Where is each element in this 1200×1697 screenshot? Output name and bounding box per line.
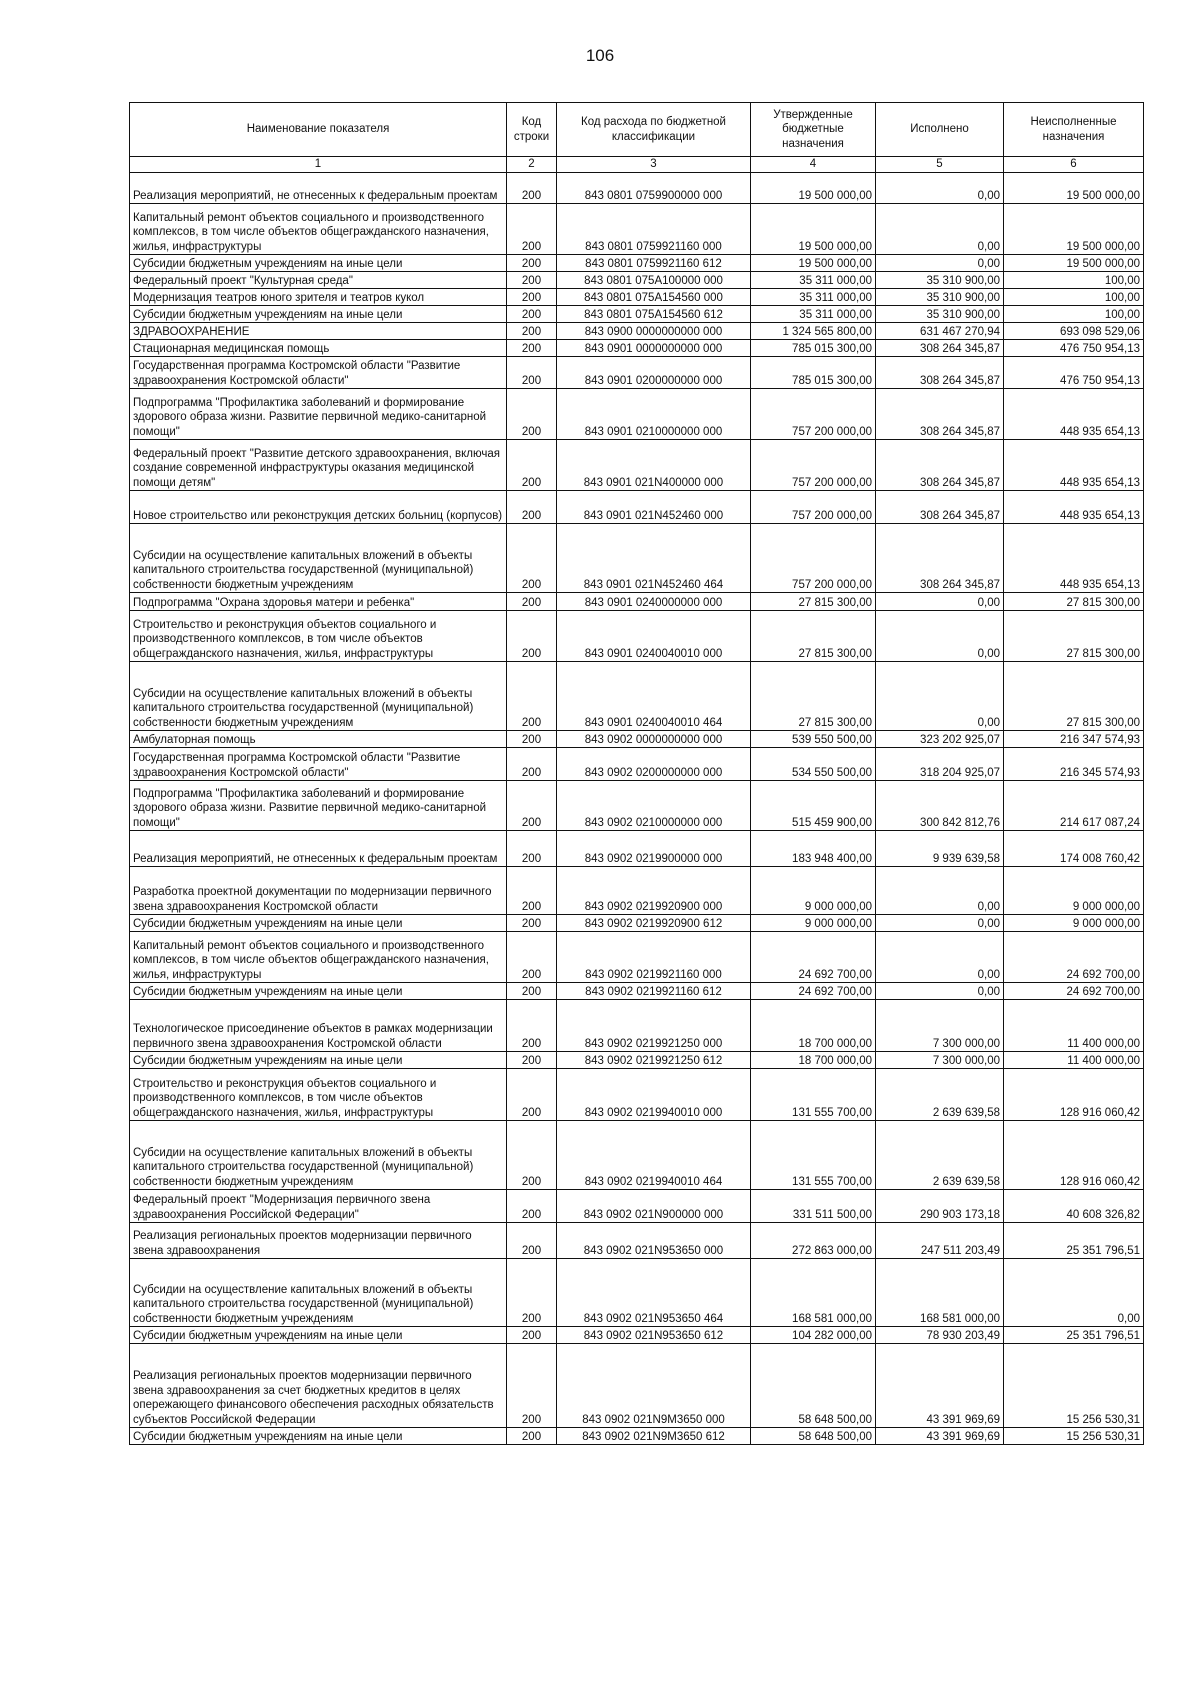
row-budget-code-cell: 843 0902 021N953650 612 (557, 1327, 751, 1344)
row-approved-cell: 18 700 000,00 (751, 1000, 876, 1052)
row-executed-cell: 290 903 173,18 (876, 1190, 1004, 1223)
table-row (130, 524, 1144, 593)
row-line-code-cell: 200 (507, 662, 557, 731)
row-unexecuted-cell: 128 916 060,42 (1004, 1121, 1144, 1190)
row-budget-code-cell: 843 0901 0000000000 000 (557, 340, 751, 357)
row-executed-cell: 35 310 900,00 (876, 306, 1004, 323)
table-row (130, 491, 1144, 524)
table-row (130, 983, 1144, 1000)
row-line-code-cell: 200 (507, 915, 557, 932)
header-executed: Исполнено (876, 103, 1004, 157)
row-line-code-cell: 200 (507, 357, 557, 389)
row-unexecuted-cell: 24 692 700,00 (1004, 932, 1144, 983)
row-budget-code-cell: 843 0801 075A154560 612 (557, 306, 751, 323)
column-number: 3 (557, 157, 751, 173)
row-name-cell: Субсидии бюджетным учреждениям на иные цели (130, 1052, 507, 1069)
row-executed-cell: 0,00 (876, 662, 1004, 731)
row-executed-cell: 0,00 (876, 611, 1004, 662)
row-budget-code-cell: 843 0902 0000000000 000 (557, 731, 751, 748)
row-executed-cell: 2 639 639,58 (876, 1069, 1004, 1121)
row-line-code-cell: 200 (507, 1344, 557, 1428)
row-budget-code-cell: 843 0902 0219920900 000 (557, 867, 751, 915)
table-row (130, 611, 1144, 662)
row-approved-cell: 131 555 700,00 (751, 1069, 876, 1121)
row-executed-cell: 0,00 (876, 932, 1004, 983)
row-unexecuted-cell: 448 935 654,13 (1004, 491, 1144, 524)
row-line-code-cell: 200 (507, 323, 557, 340)
row-unexecuted-cell: 15 256 530,31 (1004, 1344, 1144, 1428)
row-unexecuted-cell: 27 815 300,00 (1004, 662, 1144, 731)
header-row (130, 103, 1144, 157)
table-row (130, 662, 1144, 731)
row-name-cell: Реализация региональных проектов модернизации первичного звена здравоохранения за счет бюджетных кредитов в целях опережающего финансового обеспечения расходных обязательств субъектов Российской Федерации (130, 1344, 507, 1428)
row-executed-cell: 0,00 (876, 915, 1004, 932)
row-budget-code-cell: 843 0901 021N400000 000 (557, 440, 751, 491)
row-budget-code-cell: 843 0901 021N452460 000 (557, 491, 751, 524)
header-unexecuted: Неисполненные назначения (1004, 103, 1144, 157)
row-approved-cell: 27 815 300,00 (751, 662, 876, 731)
row-line-code-cell: 200 (507, 932, 557, 983)
header-indicator-name: Наименование показателя (130, 103, 507, 157)
row-name-cell: Субсидии на осуществление капитальных вложений в объекты капитального строительства государственной (муниципальной) собственности бюджетным учреждениям (130, 524, 507, 593)
table-row (130, 306, 1144, 323)
table-row (130, 731, 1144, 748)
row-line-code-cell: 200 (507, 389, 557, 440)
row-name-cell: Субсидии на осуществление капитальных вложений в объекты капитального строительства государственной (муниципальной) собственности бюджетным учреждениям (130, 662, 507, 731)
row-line-code-cell: 200 (507, 1121, 557, 1190)
row-budget-code-cell: 843 0801 075A154560 000 (557, 289, 751, 306)
row-name-cell: Государственная программа Костромской области "Развитие здравоохранения Костромской области" (130, 748, 507, 781)
row-name-cell: Субсидии бюджетным учреждениям на иные цели (130, 1327, 507, 1344)
row-approved-cell: 27 815 300,00 (751, 611, 876, 662)
table-row (130, 1344, 1144, 1428)
row-unexecuted-cell: 100,00 (1004, 272, 1144, 289)
row-unexecuted-cell: 25 351 796,51 (1004, 1223, 1144, 1259)
row-executed-cell: 308 264 345,87 (876, 440, 1004, 491)
row-name-cell: Строительство и реконструкция объектов социального и производственного комплексов, в том числе объектов общегражданского назначения, жилья, инфраструктуры (130, 1069, 507, 1121)
table-row (130, 1069, 1144, 1121)
row-name-cell: Государственная программа Костромской области "Развитие здравоохранения Костромской области" (130, 357, 507, 389)
row-unexecuted-cell: 19 500 000,00 (1004, 173, 1144, 204)
row-line-code-cell: 200 (507, 1259, 557, 1327)
row-line-code-cell: 200 (507, 491, 557, 524)
row-budget-code-cell: 843 0902 0200000000 000 (557, 748, 751, 781)
row-approved-cell: 168 581 000,00 (751, 1259, 876, 1327)
table-row (130, 781, 1144, 831)
row-executed-cell: 0,00 (876, 867, 1004, 915)
row-executed-cell: 2 639 639,58 (876, 1121, 1004, 1190)
table-row (130, 272, 1144, 289)
row-name-cell: Федеральный проект "Развитие детского здравоохранения, включая создание современной инфраструктуры оказания медицинской помощи детям" (130, 440, 507, 491)
row-name-cell: Новое строительство или реконструкция детских больниц (корпусов) (130, 491, 507, 524)
row-executed-cell: 7 300 000,00 (876, 1052, 1004, 1069)
row-approved-cell: 534 550 500,00 (751, 748, 876, 781)
row-name-cell: Субсидии на осуществление капитальных вложений в объекты капитального строительства государственной (муниципальной) собственности бюджетным учреждениям (130, 1259, 507, 1327)
row-unexecuted-cell: 11 400 000,00 (1004, 1052, 1144, 1069)
row-executed-cell: 300 842 812,76 (876, 781, 1004, 831)
row-executed-cell: 308 264 345,87 (876, 491, 1004, 524)
column-number: 5 (876, 157, 1004, 173)
row-unexecuted-cell: 25 351 796,51 (1004, 1327, 1144, 1344)
row-unexecuted-cell: 27 815 300,00 (1004, 611, 1144, 662)
row-line-code-cell: 200 (507, 340, 557, 357)
row-line-code-cell: 200 (507, 983, 557, 1000)
row-budget-code-cell: 843 0902 0219921250 000 (557, 1000, 751, 1052)
row-unexecuted-cell: 11 400 000,00 (1004, 1000, 1144, 1052)
row-line-code-cell: 200 (507, 1428, 557, 1445)
row-approved-cell: 18 700 000,00 (751, 1052, 876, 1069)
row-approved-cell: 19 500 000,00 (751, 255, 876, 272)
row-executed-cell: 43 391 969,69 (876, 1344, 1004, 1428)
table-row (130, 915, 1144, 932)
row-line-code-cell: 200 (507, 255, 557, 272)
row-executed-cell: 247 511 203,49 (876, 1223, 1004, 1259)
row-line-code-cell: 200 (507, 1052, 557, 1069)
column-number: 4 (751, 157, 876, 173)
row-name-cell: Амбулаторная помощь (130, 731, 507, 748)
row-name-cell: Технологическое присоединение объектов в рамках модернизации первичного звена здравоохранения Костромской области (130, 1000, 507, 1052)
row-name-cell: Реализация региональных проектов модернизации первичного звена здравоохранения (130, 1223, 507, 1259)
row-approved-cell: 104 282 000,00 (751, 1327, 876, 1344)
row-line-code-cell: 200 (507, 748, 557, 781)
row-budget-code-cell: 843 0900 0000000000 000 (557, 323, 751, 340)
page-number: 106 (585, 46, 615, 65)
header-approved: Утвержденные бюджетные назначения (751, 103, 876, 157)
row-unexecuted-cell: 448 935 654,13 (1004, 440, 1144, 491)
row-budget-code-cell: 843 0902 0219921250 612 (557, 1052, 751, 1069)
row-line-code-cell: 200 (507, 867, 557, 915)
row-executed-cell: 35 310 900,00 (876, 289, 1004, 306)
row-name-cell: Капитальный ремонт объектов социального и производственного комплексов, в том числе объектов общегражданского назначения, жилья, инфраструктуры (130, 932, 507, 983)
row-approved-cell: 331 511 500,00 (751, 1190, 876, 1223)
table-row (130, 1121, 1144, 1190)
row-executed-cell: 323 202 925,07 (876, 731, 1004, 748)
row-unexecuted-cell: 128 916 060,42 (1004, 1069, 1144, 1121)
row-executed-cell: 0,00 (876, 255, 1004, 272)
row-executed-cell: 0,00 (876, 593, 1004, 611)
row-name-cell: Реализация мероприятий, не отнесенных к федеральным проектам (130, 831, 507, 867)
row-executed-cell: 631 467 270,94 (876, 323, 1004, 340)
row-approved-cell: 19 500 000,00 (751, 204, 876, 255)
row-budget-code-cell: 843 0901 0210000000 000 (557, 389, 751, 440)
row-approved-cell: 757 200 000,00 (751, 491, 876, 524)
row-approved-cell: 27 815 300,00 (751, 593, 876, 611)
row-approved-cell: 24 692 700,00 (751, 983, 876, 1000)
row-line-code-cell: 200 (507, 611, 557, 662)
row-approved-cell: 183 948 400,00 (751, 831, 876, 867)
row-unexecuted-cell: 216 345 574,93 (1004, 748, 1144, 781)
row-unexecuted-cell: 100,00 (1004, 289, 1144, 306)
table-row (130, 593, 1144, 611)
row-unexecuted-cell: 174 008 760,42 (1004, 831, 1144, 867)
row-approved-cell: 24 692 700,00 (751, 932, 876, 983)
column-number: 2 (507, 157, 557, 173)
row-name-cell: Субсидии бюджетным учреждениям на иные цели (130, 255, 507, 272)
row-budget-code-cell: 843 0902 021N9M3650 612 (557, 1428, 751, 1445)
row-line-code-cell: 200 (507, 1327, 557, 1344)
row-executed-cell: 0,00 (876, 204, 1004, 255)
table-row (130, 1000, 1144, 1052)
row-line-code-cell: 200 (507, 1190, 557, 1223)
row-name-cell: Федеральный проект "Модернизация первичного звена здравоохранения Российской Федерации" (130, 1190, 507, 1223)
row-approved-cell: 1 324 565 800,00 (751, 323, 876, 340)
row-executed-cell: 308 264 345,87 (876, 524, 1004, 593)
row-budget-code-cell: 843 0902 0219920900 612 (557, 915, 751, 932)
row-approved-cell: 35 311 000,00 (751, 289, 876, 306)
table-row (130, 340, 1144, 357)
row-line-code-cell: 200 (507, 1223, 557, 1259)
header-line-code: Код строки (507, 103, 557, 157)
row-approved-cell: 515 459 900,00 (751, 781, 876, 831)
row-executed-cell: 35 310 900,00 (876, 272, 1004, 289)
row-name-cell: Капитальный ремонт объектов социального и производственного комплексов, в том числе объектов общегражданского назначения, жилья, инфраструктуры (130, 204, 507, 255)
table-row (130, 389, 1144, 440)
table-row (130, 289, 1144, 306)
row-budget-code-cell: 843 0902 0219940010 000 (557, 1069, 751, 1121)
table-row (130, 440, 1144, 491)
row-budget-code-cell: 843 0801 0759921160 612 (557, 255, 751, 272)
row-budget-code-cell: 843 0901 0200000000 000 (557, 357, 751, 389)
row-approved-cell: 35 311 000,00 (751, 306, 876, 323)
row-name-cell: Стационарная медицинская помощь (130, 340, 507, 357)
row-line-code-cell: 200 (507, 524, 557, 593)
row-approved-cell: 539 550 500,00 (751, 731, 876, 748)
row-name-cell: Подпрограмма "Охрана здоровья матери и ребенка" (130, 593, 507, 611)
row-name-cell: Субсидии бюджетным учреждениям на иные цели (130, 1428, 507, 1445)
row-line-code-cell: 200 (507, 831, 557, 867)
row-unexecuted-cell: 9 000 000,00 (1004, 867, 1144, 915)
table-row (130, 357, 1144, 389)
row-name-cell: Субсидии на осуществление капитальных вложений в объекты капитального строительства государственной (муниципальной) собственности бюджетным учреждениям (130, 1121, 507, 1190)
row-name-cell: Субсидии бюджетным учреждениям на иные цели (130, 915, 507, 932)
row-approved-cell: 785 015 300,00 (751, 340, 876, 357)
row-budget-code-cell: 843 0902 021N9M3650 000 (557, 1344, 751, 1428)
row-unexecuted-cell: 9 000 000,00 (1004, 915, 1144, 932)
row-name-cell: Модернизация театров юного зрителя и театров кукол (130, 289, 507, 306)
row-unexecuted-cell: 24 692 700,00 (1004, 983, 1144, 1000)
row-line-code-cell: 200 (507, 593, 557, 611)
table-row (130, 173, 1144, 204)
row-unexecuted-cell: 693 098 529,06 (1004, 323, 1144, 340)
row-executed-cell: 78 930 203,49 (876, 1327, 1004, 1344)
row-approved-cell: 9 000 000,00 (751, 867, 876, 915)
row-executed-cell: 168 581 000,00 (876, 1259, 1004, 1327)
table-row (130, 1223, 1144, 1259)
table-row (130, 1428, 1144, 1445)
row-name-cell: Субсидии бюджетным учреждениям на иные цели (130, 983, 507, 1000)
table-row (130, 1327, 1144, 1344)
row-unexecuted-cell: 100,00 (1004, 306, 1144, 323)
row-unexecuted-cell: 214 617 087,24 (1004, 781, 1144, 831)
row-line-code-cell: 200 (507, 731, 557, 748)
row-name-cell: Субсидии бюджетным учреждениям на иные цели (130, 306, 507, 323)
table-row (130, 204, 1144, 255)
row-executed-cell: 43 391 969,69 (876, 1428, 1004, 1445)
row-executed-cell: 0,00 (876, 983, 1004, 1000)
column-number: 6 (1004, 157, 1144, 173)
row-executed-cell: 0,00 (876, 173, 1004, 204)
column-number-row (130, 157, 1144, 173)
row-name-cell: Подпрограмма "Профилактика заболеваний и формирование здорового образа жизни. Развитие первичной медико-санитарной помощи" (130, 389, 507, 440)
row-line-code-cell: 200 (507, 173, 557, 204)
row-line-code-cell: 200 (507, 204, 557, 255)
header-budget-code: Код расхода по бюджетной классификации (557, 103, 751, 157)
row-line-code-cell: 200 (507, 289, 557, 306)
budget-execution-table (129, 102, 1144, 1445)
row-budget-code-cell: 843 0902 0219921160 000 (557, 932, 751, 983)
row-name-cell: Строительство и реконструкция объектов социального и производственного комплексов, в том числе объектов общегражданского назначения, жилья, инфраструктуры (130, 611, 507, 662)
row-line-code-cell: 200 (507, 781, 557, 831)
row-budget-code-cell: 843 0902 021N900000 000 (557, 1190, 751, 1223)
row-budget-code-cell: 843 0902 021N953650 000 (557, 1223, 751, 1259)
row-line-code-cell: 200 (507, 440, 557, 491)
row-unexecuted-cell: 19 500 000,00 (1004, 204, 1144, 255)
row-executed-cell: 9 939 639,58 (876, 831, 1004, 867)
row-unexecuted-cell: 19 500 000,00 (1004, 255, 1144, 272)
table-row (130, 1052, 1144, 1069)
row-unexecuted-cell: 15 256 530,31 (1004, 1428, 1144, 1445)
row-approved-cell: 757 200 000,00 (751, 389, 876, 440)
row-approved-cell: 58 648 500,00 (751, 1344, 876, 1428)
row-name-cell: ЗДРАВООХРАНЕНИЕ (130, 323, 507, 340)
row-name-cell: Реализация мероприятий, не отнесенных к федеральным проектам (130, 173, 507, 204)
row-line-code-cell: 200 (507, 1000, 557, 1052)
row-executed-cell: 308 264 345,87 (876, 357, 1004, 389)
row-line-code-cell: 200 (507, 1069, 557, 1121)
row-unexecuted-cell: 448 935 654,13 (1004, 524, 1144, 593)
table-row (130, 323, 1144, 340)
row-budget-code-cell: 843 0901 0240000000 000 (557, 593, 751, 611)
table-row (130, 748, 1144, 781)
row-name-cell: Подпрограмма "Профилактика заболеваний и формирование здорового образа жизни. Развитие первичной медико-санитарной помощи" (130, 781, 507, 831)
row-approved-cell: 19 500 000,00 (751, 173, 876, 204)
row-name-cell: Разработка проектной документации по модернизации первичного звена здравоохранения Костромской области (130, 867, 507, 915)
row-unexecuted-cell: 27 815 300,00 (1004, 593, 1144, 611)
row-budget-code-cell: 843 0902 021N953650 464 (557, 1259, 751, 1327)
table-row (130, 1259, 1144, 1327)
table-row (130, 1190, 1144, 1223)
row-unexecuted-cell: 448 935 654,13 (1004, 389, 1144, 440)
row-executed-cell: 318 204 925,07 (876, 748, 1004, 781)
row-budget-code-cell: 843 0902 0210000000 000 (557, 781, 751, 831)
row-budget-code-cell: 843 0801 0759900000 000 (557, 173, 751, 204)
row-budget-code-cell: 843 0901 0240040010 000 (557, 611, 751, 662)
row-budget-code-cell: 843 0902 0219921160 612 (557, 983, 751, 1000)
row-executed-cell: 308 264 345,87 (876, 340, 1004, 357)
table-row (130, 831, 1144, 867)
row-unexecuted-cell: 0,00 (1004, 1259, 1144, 1327)
row-budget-code-cell: 843 0901 0240040010 464 (557, 662, 751, 731)
row-executed-cell: 308 264 345,87 (876, 389, 1004, 440)
row-approved-cell: 757 200 000,00 (751, 440, 876, 491)
row-budget-code-cell: 843 0801 0759921160 000 (557, 204, 751, 255)
row-approved-cell: 9 000 000,00 (751, 915, 876, 932)
table-row (130, 255, 1144, 272)
table-row (130, 867, 1144, 915)
row-line-code-cell: 200 (507, 272, 557, 289)
column-number: 1 (130, 157, 507, 173)
row-approved-cell: 272 863 000,00 (751, 1223, 876, 1259)
row-approved-cell: 131 555 700,00 (751, 1121, 876, 1190)
row-unexecuted-cell: 476 750 954,13 (1004, 357, 1144, 389)
row-approved-cell: 58 648 500,00 (751, 1428, 876, 1445)
row-approved-cell: 785 015 300,00 (751, 357, 876, 389)
row-line-code-cell: 200 (507, 306, 557, 323)
row-name-cell: Федеральный проект "Культурная среда" (130, 272, 507, 289)
table-body (130, 173, 1144, 1445)
row-budget-code-cell: 843 0901 021N452460 464 (557, 524, 751, 593)
row-unexecuted-cell: 476 750 954,13 (1004, 340, 1144, 357)
row-budget-code-cell: 843 0801 075A100000 000 (557, 272, 751, 289)
row-budget-code-cell: 843 0902 0219940010 464 (557, 1121, 751, 1190)
row-approved-cell: 757 200 000,00 (751, 524, 876, 593)
row-approved-cell: 35 311 000,00 (751, 272, 876, 289)
row-unexecuted-cell: 40 608 326,82 (1004, 1190, 1144, 1223)
row-budget-code-cell: 843 0902 0219900000 000 (557, 831, 751, 867)
row-executed-cell: 7 300 000,00 (876, 1000, 1004, 1052)
table-row (130, 932, 1144, 983)
row-unexecuted-cell: 216 347 574,93 (1004, 731, 1144, 748)
